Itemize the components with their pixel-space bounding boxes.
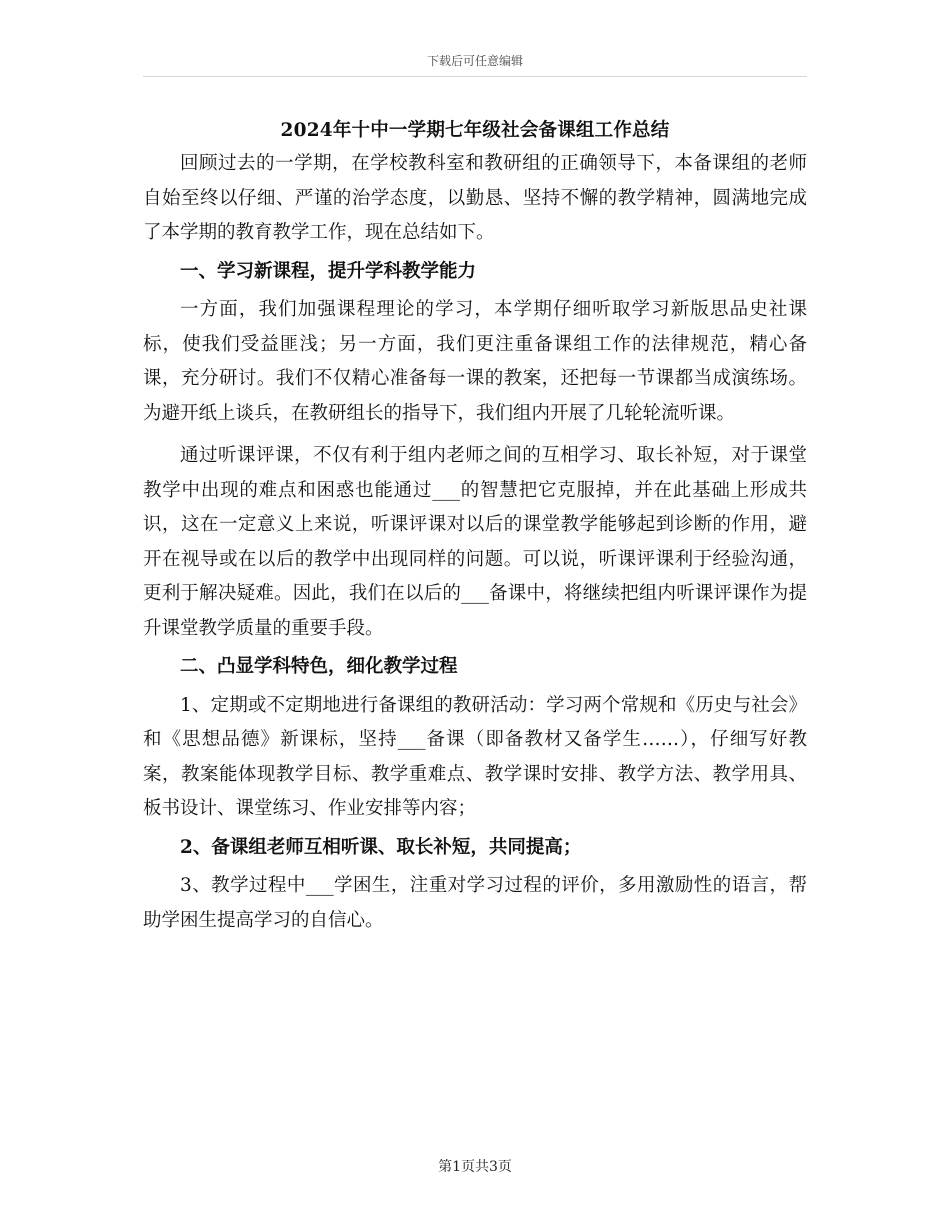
header-note: 下载后可任意编辑 [426,54,523,68]
page-indicator: 第1页共3页 [438,1159,512,1175]
section-1-paragraph-2: 通过听课评课，不仅有利于组内老师之间的互相学习、取长补短，对于课堂教学中出现的难点和困惑也能通过___的智慧把它克服掉，并在此基础上形成共识，这在一定意义上来说，听课评课对以后的课堂教学能够起到诊断的作用，避开在视导或在以后的教学中出现同样的问题。可以说，听课评课利于经验沟通，更利于解决疑难。因此，我们在以后的___备课中，将继续把组内听课评课作为提升课堂教学质量的重要手段。 [143,445,807,639]
section-2-item-1: 1、定期或不定期地进行备课组的教研活动：学习两个常规和《历史与社会》和《思想品德》新课标，坚持___备课（即备教材又备学生……），仔细写好教案，教案能体现教学目标、教学重难点、教学课时安排、教学方法、教学用具、板书设计、课堂练习、作业安排等内容； [143,694,807,819]
document-title: 2024年十中一学期七年级社会备课组工作总结 [280,120,670,141]
header-divider [143,76,807,77]
section-2-item-3: 3、教学过程中___学困生，注重对学习过程的评价，多用激励性的语言，帮助学困生提高学习的自信心。 [143,875,807,931]
section-1-paragraph-1: 一方面，我们加强课程理论的学习，本学期仔细听取学习新版思品史社课标，使我们受益匪浅；另一方面，我们更注重备课组工作的法律规范，精心备课，充分研讨。我们不仅精心准备每一课的教案，还把每一节课都当成演练场。为避开纸上谈兵，在教研组长的指导下，我们组内开展了几轮轮流听课。 [143,299,807,424]
document-body [143,147,807,938]
section-2-heading: 二、凸显学科特色，细化教学过程 [180,656,458,677]
intro-paragraph: 回顾过去的一学期，在学校教科室和教研组的正确领导下，本备课组的老师自始至终以仔细、严谨的治学态度，以勤恳、坚持不懈的教学精神，圆满地完成了本学期的教育教学工作，现在总结如下。 [143,153,807,243]
section-1-heading: 一、学习新课程，提升学科教学能力 [180,260,477,282]
section-2-item-2: 2、备课组老师互相听课、取长补短，共同提高； [180,836,582,858]
